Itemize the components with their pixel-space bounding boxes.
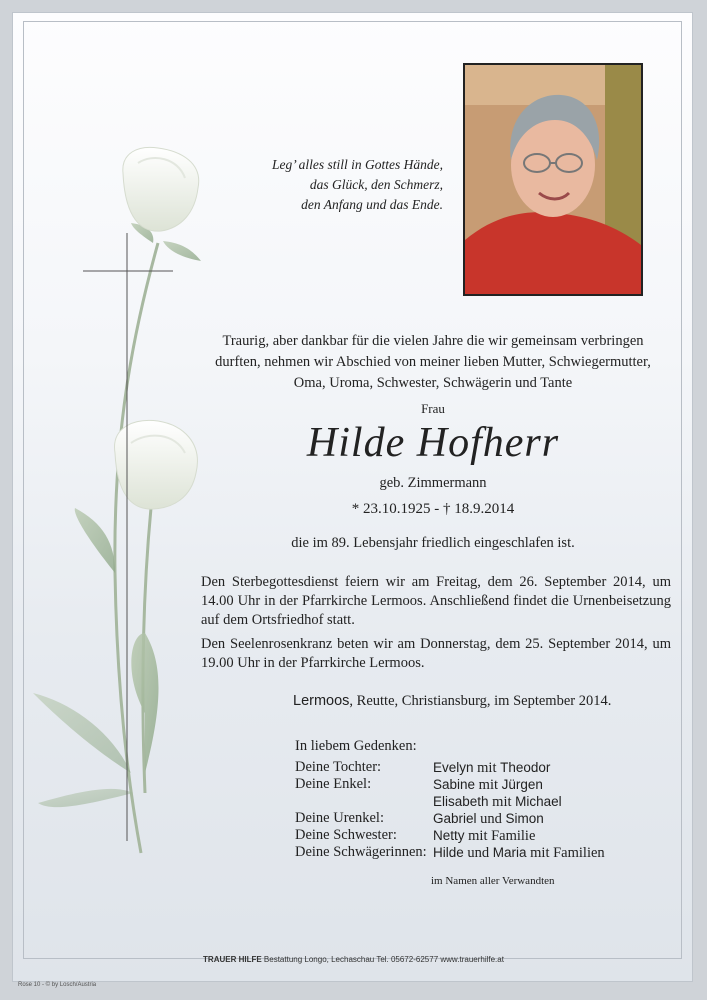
funeral-home-brand: TRAUER HILFE: [203, 955, 262, 964]
mourner-names: [433, 793, 562, 810]
mourner-name: Elisabeth: [433, 794, 489, 809]
quote-line: Leg’ alles still in Gottes Hände,: [272, 157, 443, 172]
mourner-connector: mit: [488, 794, 516, 810]
mourner-connector: und: [463, 845, 493, 861]
mourner-name: Simon: [505, 811, 544, 826]
mourner-row: [295, 776, 605, 793]
relation-label: Deine Schwägerinnen:: [295, 844, 427, 860]
mourner-connector: und: [476, 811, 506, 827]
mourner-name: Sabine: [433, 777, 476, 792]
mourners-list: [295, 759, 605, 861]
intro-line: Oma, Uroma, Schwester, Schwägerin und Tante: [293, 375, 573, 391]
mourner-name: Theodor: [500, 760, 551, 775]
funeral-service-text: Den Sterbegottesdienst feiern wir am Freitag, dem 26. September 2014, um 14.00 Uhr in der Pfarrkirche Lermoos. Anschließend findet die Urnenbeisetzung auf dem Ortsfriedhof statt.: [201, 574, 671, 628]
mourner-row: [295, 844, 605, 861]
quote-line: das Glück, den Schmerz,: [309, 177, 443, 192]
mourner-row: [295, 827, 605, 844]
mourner-suffix: mit Familien: [526, 845, 605, 861]
quote-line: den Anfang und das Ende.: [301, 197, 443, 212]
place-date-line: [293, 693, 683, 710]
mourner-name: Maria: [492, 845, 527, 860]
intro-line: Traurig, aber dankbar für die vielen Jahre die wir gemeinsam verbringen: [222, 333, 644, 349]
mourner-connector: mit: [475, 777, 502, 793]
mourner-name: Evelyn: [433, 760, 474, 775]
mourner-name: Hilde: [433, 845, 464, 860]
mourner-row: [295, 793, 605, 810]
maiden-name: geb. Zimmermann: [379, 475, 487, 491]
mourner-row: [295, 810, 605, 827]
intro-text: [193, 331, 673, 394]
mourner-connector: mit Familie: [464, 828, 536, 844]
town-name: Lermoos: [293, 693, 350, 709]
portrait-photo: [463, 63, 643, 296]
relation-label: Deine Schwester:: [295, 827, 397, 843]
mourner-name: Netty: [433, 828, 465, 843]
mourner-names: [433, 844, 605, 861]
deceased-name: Hilde Hofherr: [306, 420, 560, 466]
mourner-name: Michael: [515, 794, 562, 809]
intro-line: durften, nehmen wir Abschied von meiner lieben Mutter, Schwiegermutter,: [215, 354, 651, 370]
relation-label: Deine Tochter:: [295, 759, 382, 775]
portrait-image: [465, 65, 641, 294]
copyright-note: Rose 10 - © by Losch/Austria: [18, 982, 97, 988]
funeral-home-footer: [13, 955, 694, 964]
mourner-name: Gabriel: [433, 811, 477, 826]
obituary-card: [12, 12, 693, 982]
relation-label: [295, 793, 433, 810]
place-rest: , Reutte, Christiansburg, im September 2014.: [349, 693, 612, 709]
passed-text: die im 89. Lebensjahr friedlich eingeschlafen ist.: [291, 535, 575, 551]
poem-quote: [193, 155, 443, 215]
salutation: Frau: [421, 401, 445, 416]
funeral-home-details: Bestattung Longo, Lechaschau Tel. 05672-62577 www.trauerhilfe.at: [261, 955, 504, 964]
mourner-row: [295, 759, 605, 776]
mourner-name: Jürgen: [501, 777, 543, 792]
mourner-names: [433, 827, 535, 844]
relatives-note: im Namen aller Verwandten: [431, 875, 555, 887]
relation-label: Deine Enkel:: [295, 776, 372, 792]
memory-title: In liebem Gedenken:: [295, 738, 417, 754]
relation-label: Deine Urenkel:: [295, 810, 384, 826]
mourner-names: [433, 759, 550, 776]
mourner-names: [433, 810, 544, 827]
life-dates: * 23.10.1925 - † 18.9.2014: [351, 501, 515, 517]
mourner-names: [433, 776, 543, 793]
rosary-text: Den Seelenrosenkranz beten wir am Donnerstag, dem 25. September 2014, um 19.00 Uhr in der Pfarrkirche Lermoos.: [201, 636, 671, 671]
mourner-connector: mit: [473, 760, 501, 776]
